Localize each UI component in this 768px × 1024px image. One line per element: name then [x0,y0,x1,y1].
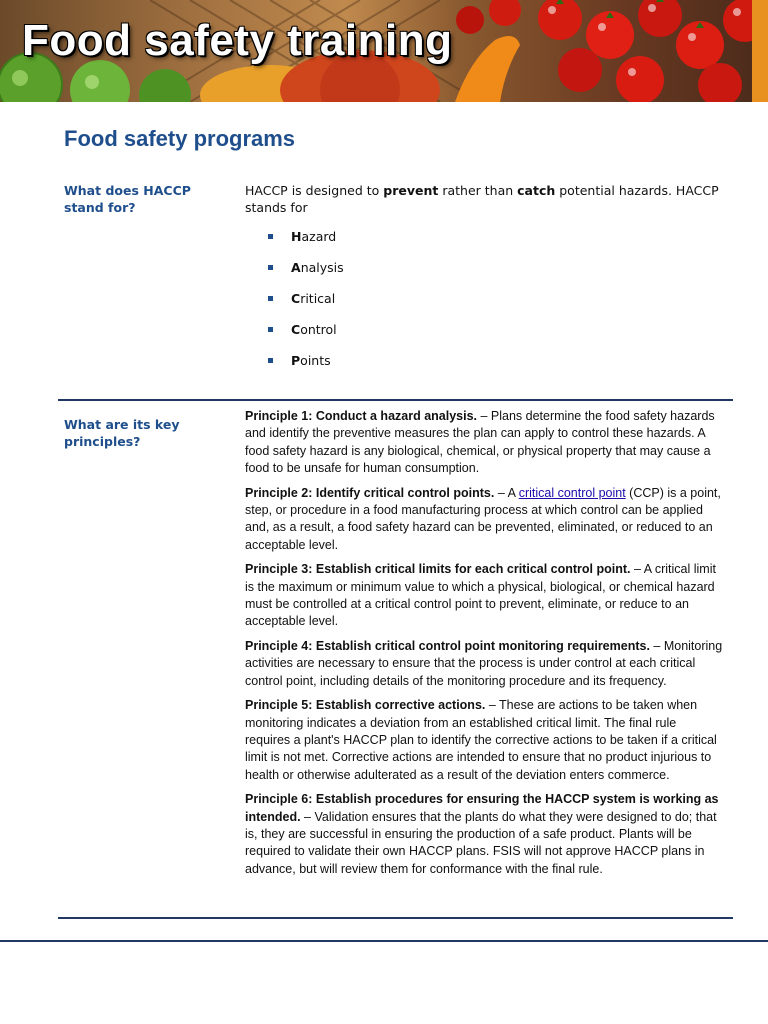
acronym-rest: azard [301,229,337,244]
principle-text: – Validation ensures that the plants do what they were designed to do; that is, they are successful in ensuring the production of a safe product. Plants will be required to validate their own HACCP plans. FSIS will not approve HACCP plans in advance, but will review them for conformance with the final rule. [245,809,717,876]
acronym-rest: ritical [300,291,336,306]
principle-text: – Monitoring activities are necessary to ensure that the process is under control at each critical control point, including details of the monitoring procedure and its frequency. [245,638,723,688]
critical-control-point-link[interactable]: critical control point [518,485,626,500]
principle-5 [245,697,723,784]
square-bullet-icon [268,265,273,270]
principle-6 [245,791,723,878]
intro-text: rather than [438,183,518,198]
principle-title: Principle 2: Identify critical control points. [245,485,495,500]
intro-bold-catch: catch [517,183,556,198]
principle-3 [245,561,723,631]
principle-title: Principle 3: Establish critical limits for each critical control point. [245,562,631,577]
intro-text: HACCP is designed to [245,183,384,198]
principle-text: – These are actions to be taken when monitoring indicates a deviation from an established critical limit. The final rule requires a plant's HACCP plan to identify the corrective actions to be taken if a critical limit is not met. Corrective actions are intended to ensure that no product injurious to health or otherwise adulterated as a result of the deviation enters commerce. [245,698,717,782]
square-bullet-icon [268,296,273,301]
list-item [268,320,344,351]
acronym-rest: ontrol [300,322,337,337]
square-bullet-icon [268,234,273,239]
list-item [268,227,344,258]
list-item [268,289,344,320]
acronym-initial: A [291,260,301,275]
principle-title: Principle 1: Conduct a hazard analysis. [245,409,478,423]
principle-title: Principle 4: Establish critical control point monitoring requirements. [245,638,650,653]
list-item [268,351,344,382]
principles-question: What are its key principles? [64,417,180,449]
header-banner [0,0,768,102]
acronym-rest: oints [300,353,331,368]
acronym-initial: H [291,229,302,244]
principle-text: – A [494,485,519,500]
principle-2 [245,485,723,555]
section-divider [58,399,733,401]
principle-4 [245,638,723,690]
haccp-question: What does HACCP stand for? [64,183,191,215]
square-bullet-icon [268,327,273,332]
principle-title: Principle 6: Establish procedures for ensuring the HACCP system is working as intended. [245,792,719,824]
acronym-rest: nalysis [300,260,344,275]
intro-text: potential hazards. HACCP stands for [245,183,719,215]
page-title: Food safety programs [64,126,296,151]
banner-title: Food safety training [22,16,453,65]
haccp-acronym-list [268,227,344,382]
acronym-initial: P [291,353,301,368]
list-item [268,258,344,289]
section-divider [58,917,733,919]
principle-text: (CCP) is a point, step, or procedure in a food manufacturing process at which control can be applied and, as a result, a food safety hazard can be prevented, eliminated, or reduced to an acceptable level. [245,485,721,552]
page-divider [0,940,768,942]
principle-text: – Plans determine the food safety hazards and identify the preventive measures the plan can apply to control these hazards. A food safety hazard is any biological, chemical, or physical property that may cause a food to be unsafe for human consumption. [245,409,715,476]
principle-title: Principle 5: Establish corrective actions. [245,698,486,713]
principle-1 [245,408,723,478]
square-bullet-icon [268,358,273,363]
principles-list [245,408,723,885]
acronym-initial: C [291,291,301,306]
haccp-intro [245,182,723,216]
acronym-initial: C [291,322,301,337]
intro-bold-prevent: prevent [383,183,439,198]
principle-text: – A critical limit is the maximum or minimum value to which a physical, biological, or chemical hazard must be controlled at a critical control point to prevent, eliminate, or reduce to an acceptable level. [245,562,716,629]
